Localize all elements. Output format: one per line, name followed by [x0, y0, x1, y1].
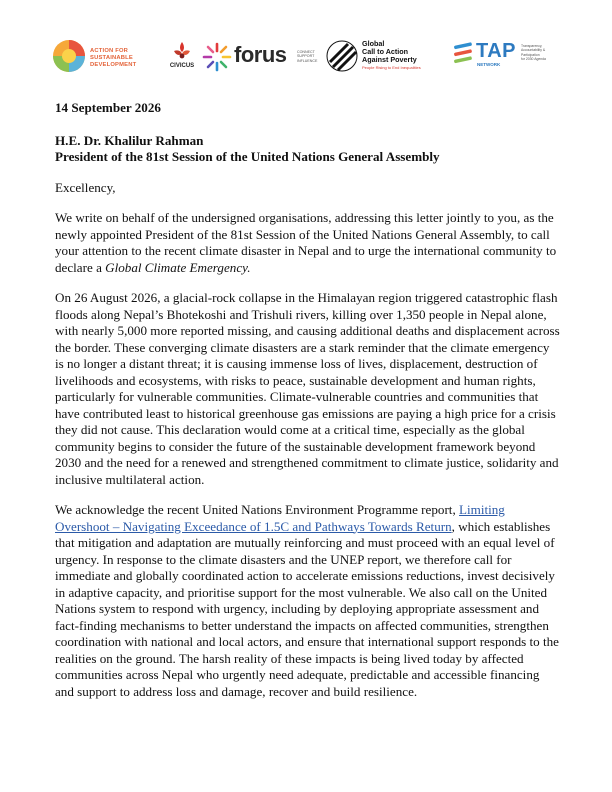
paragraph-1-text: We write on behalf of the undersigned organisations, addressing this letter jointly to you, as the newly appointed President of the 81st Session of the United Nations General Assembly, to call your attention to the recent climate disaster in Nepal and to urge the international community to declare a	[55, 210, 557, 275]
paragraph-3-post: , which establishes that mitigation and adaptation are mutually reinforcing and must proceed with an equal level of urgency. In response to the climate disasters and the UNEP report, we therefore call for immediate and globally coordinated action to accelerate emissions reductions, invest decisively in adaptive capacity, and prioritise support for the most vulnerable. We also call on the United Nations system to respond with urgency, including by deploying appropriate assessment and fact-finding mechanisms to better understand the impacts on affected communities, strengthen coordination with national and local actors, and ensure that international support responds to the realities on the ground. The harsh reality of these impacts is being lived today by affected communities across Nepal who urgently need adequate, predictable and accessible financing and support to address loss and damage, recover and build resilience.	[55, 518, 559, 699]
ass-emblem-icon	[52, 39, 86, 73]
letter-body	[55, 94, 560, 714]
recipient-title: President of the 81st Session of the United Nations General Assembly	[55, 149, 440, 164]
partner-logos	[52, 38, 572, 76]
paragraph-2: On 26 August 2026, a glacial-rock collapse in the Himalayan region triggered catastrophic flash floods along Nepal’s Bhotekoshi and Trishuli rivers, killing over 1,350 people in Nepal alone, with nearly 5,000 more reported missing, and causing additional deaths and displacement across the border. These converging climate disasters are a stark reminder that the climate emergency is no longer a distant threat; it is causing immense loss of lives, displacement, destruction of livelihoods and ecosystems, with risks to peace, sustainable development and human rights, particularly for vulnerable communities. Climate-vulnerable countries and communities that have contributed least to historical greenhouse gas emissions are paying a high price for a crisis they did not cause. This declaration would come at a critical time, especially as the global community begins to consider the future of the sustainable development framework beyond 2030 and the need for a renewed and strengthened commitment to climate justice, solidarity and inclusive multilateral action.	[55, 290, 560, 487]
paragraph-1	[55, 210, 560, 276]
forus-tag1: CONNECT	[297, 50, 315, 54]
gcap-line1: Global	[362, 39, 385, 48]
gcap-line3: Against Poverty	[362, 55, 417, 64]
unep-report-link[interactable]: Limiting Overshoot – Navigating Exceedance of 1.5C and Pathways Towards Return	[55, 502, 505, 534]
forus-name: forus	[234, 42, 287, 67]
civicus-logo	[165, 38, 199, 74]
gcap-tagline: People Rising to End Inequalities	[362, 65, 421, 70]
forus-starburst-icon	[202, 42, 232, 72]
paragraph-3-pre: We acknowledge the recent United Nations Environment Programme report,	[55, 502, 459, 517]
gcap-stripes-icon	[326, 40, 358, 72]
ass-line2: DEVELOPMENT	[90, 62, 137, 68]
tap-name: TAP	[476, 40, 517, 62]
paragraph-1-emphasis: Global Climate Emergency.	[105, 259, 251, 275]
ass-logo	[52, 38, 162, 74]
tap-bars-icon	[454, 42, 474, 68]
recipient-name: H.E. Dr. Khalilur Rahman	[55, 132, 204, 148]
civicus-name: CIVICUS	[169, 63, 195, 69]
paragraph-3	[55, 502, 560, 700]
tap-tag4: for 2030 Agenda	[521, 56, 546, 61]
civicus-emblem-icon	[171, 40, 193, 62]
tap-tag3: Participation	[521, 52, 540, 57]
forus-tag3: INFLUENCE	[297, 58, 318, 63]
tap-logo	[454, 38, 564, 74]
gcap-line2: Call to Action	[362, 47, 409, 56]
tap-tag2: Accountability &	[521, 48, 546, 53]
forus-tag2: SUPPORT	[297, 54, 315, 59]
tap-sub: NETWORK	[477, 62, 501, 67]
gcap-logo	[326, 38, 454, 74]
tap-tag1: Transparency,	[521, 44, 543, 48]
letter-date: 14 September 2026	[55, 100, 161, 115]
forus-logo	[202, 38, 322, 74]
salutation: Excellency,	[55, 179, 116, 195]
recipient-block	[55, 133, 560, 166]
ass-line1: ACTION FOR SUSTAINABLE	[90, 48, 133, 61]
